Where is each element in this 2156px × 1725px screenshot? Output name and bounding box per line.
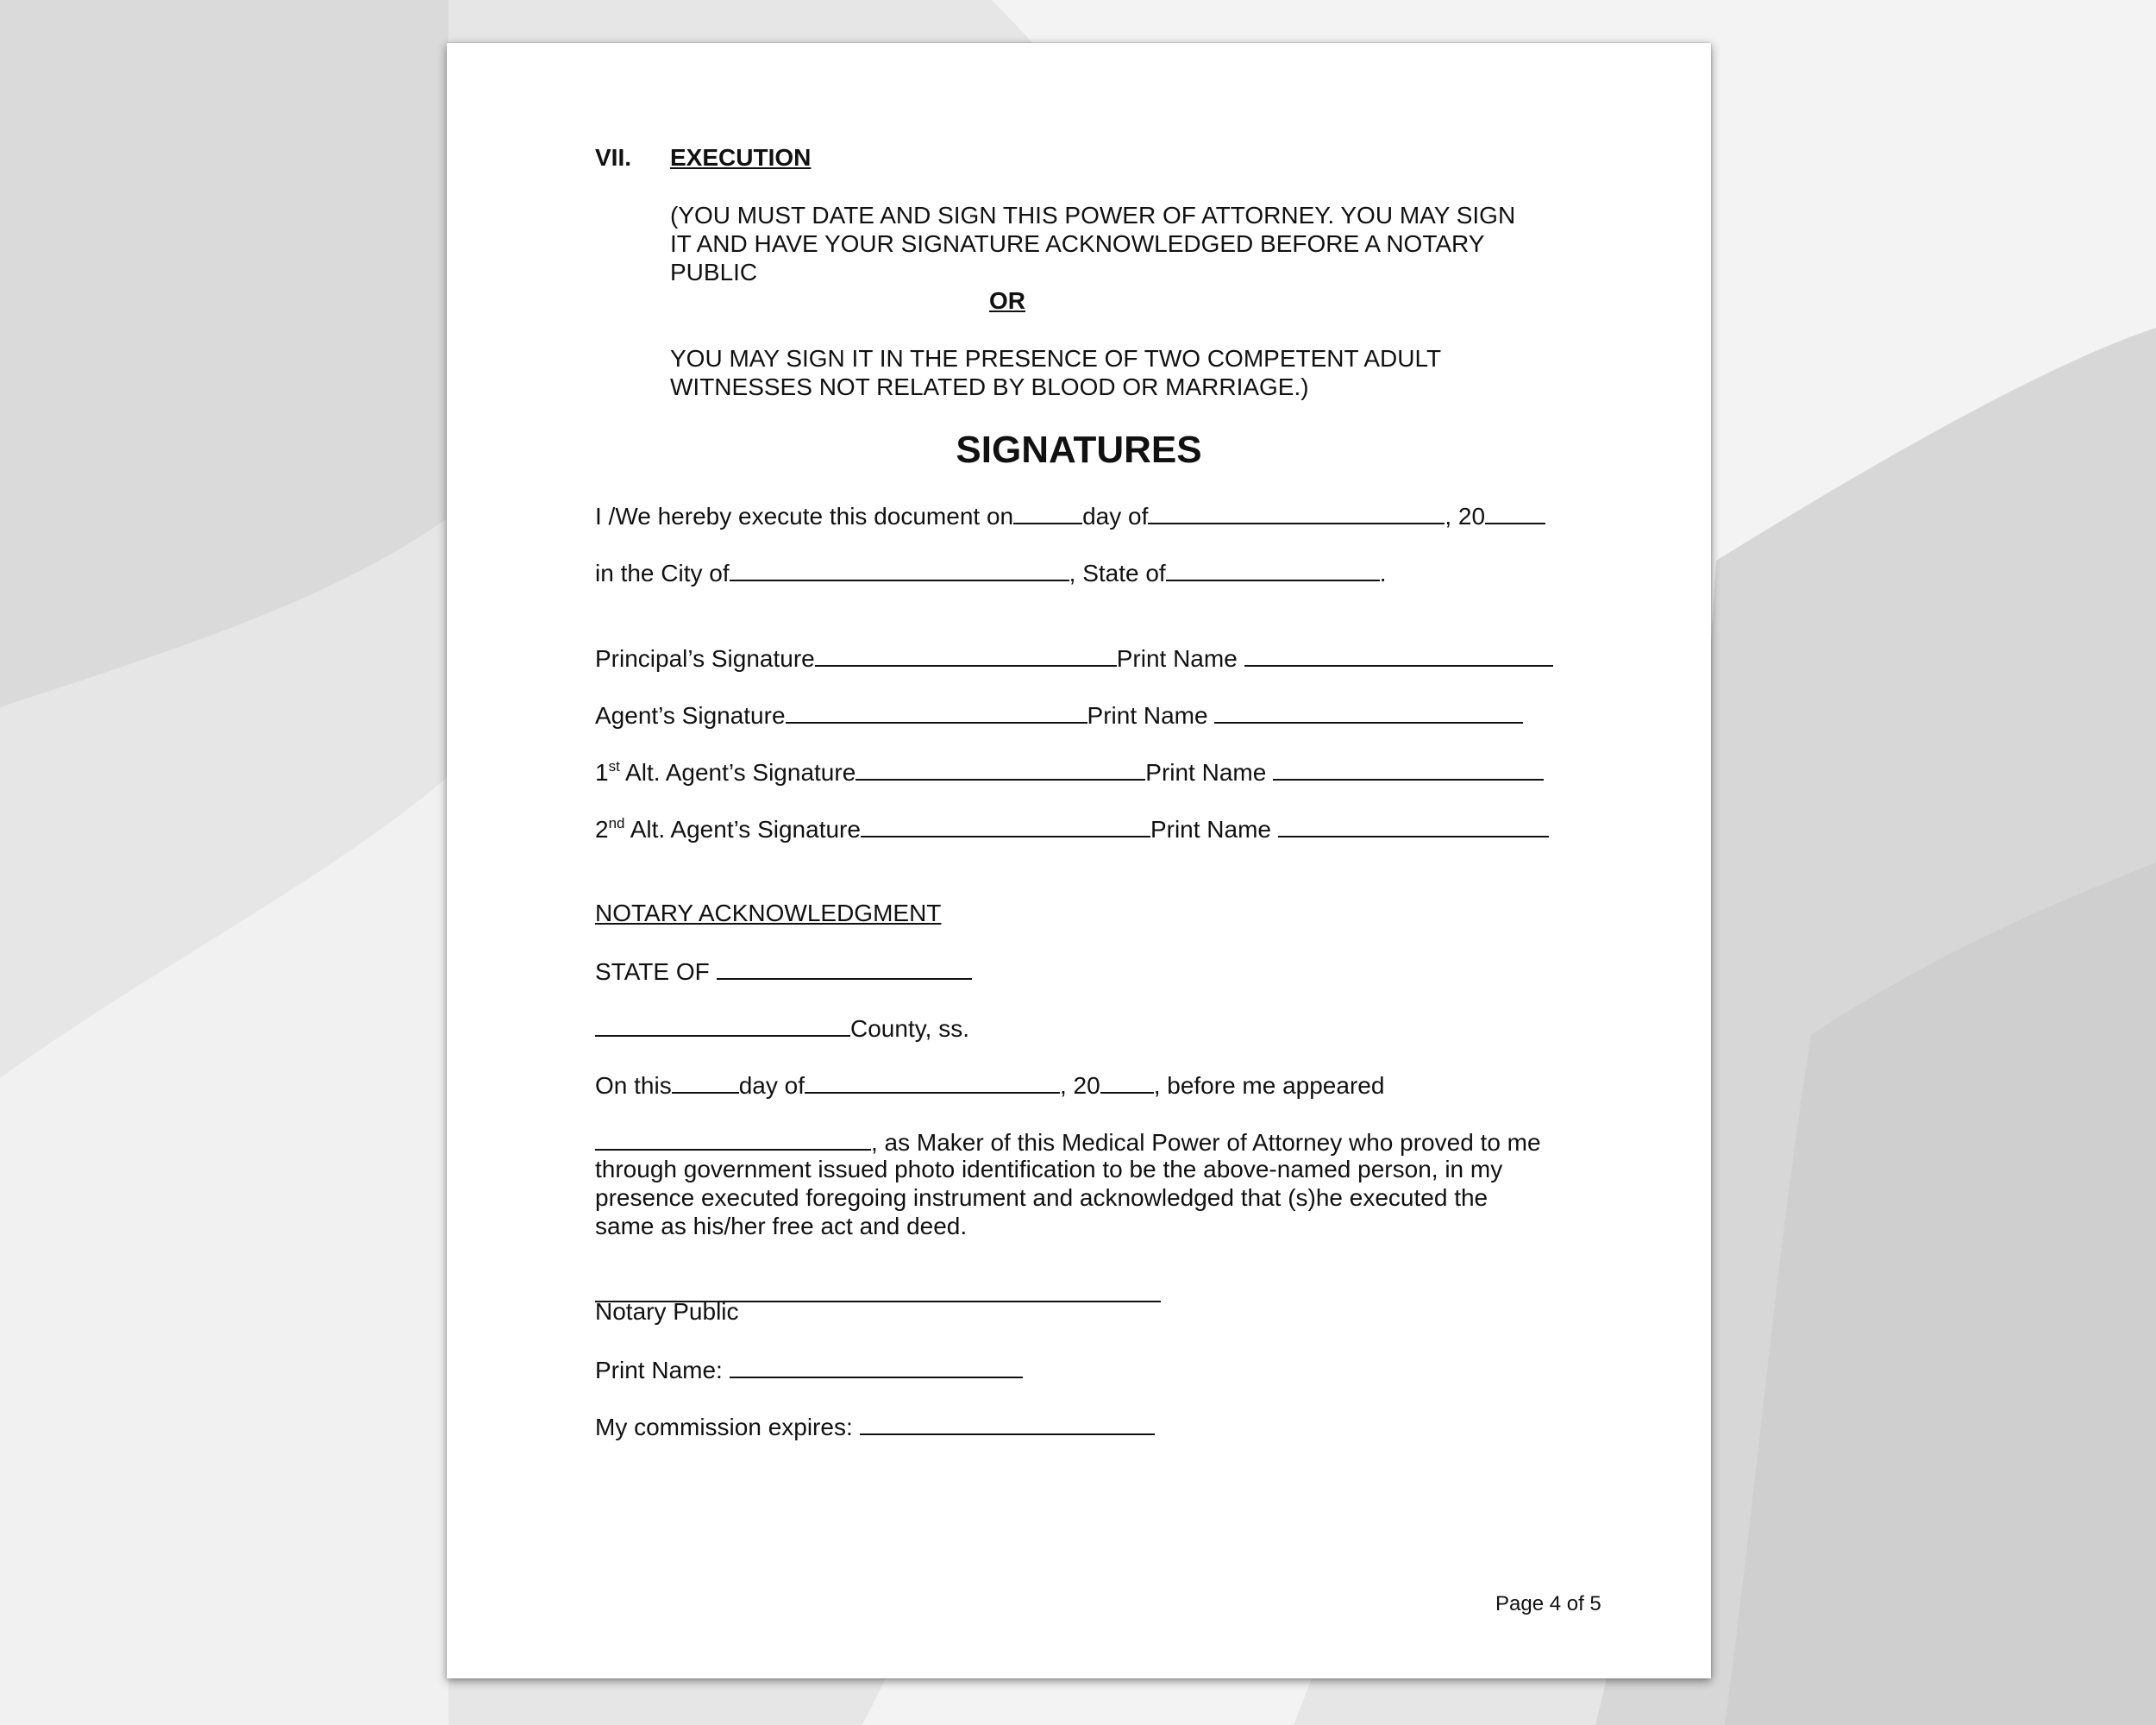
commission-line <box>595 1411 1155 1441</box>
notary-year-blank[interactable] <box>1100 1070 1154 1094</box>
commission-blank[interactable] <box>860 1411 1155 1435</box>
notary-print-name-label: Print Name: <box>595 1357 723 1383</box>
agent-signature-line <box>595 699 1523 730</box>
print-name-label: Print Name <box>1087 702 1208 729</box>
witness-line: YOU MAY SIGN IT IN THE PRESENCE OF TWO COMPETENT ADULT <box>670 345 1442 372</box>
execute-text: I /We hereby execute this document on <box>595 503 1014 530</box>
state-blank[interactable] <box>1166 557 1380 581</box>
state-of-label: STATE OF <box>595 958 710 985</box>
notary-date-line <box>595 1070 1384 1100</box>
alt2-ordinal: 2 <box>595 816 609 843</box>
alt2-signature-blank[interactable] <box>861 813 1150 837</box>
instruction-line: PUBLIC <box>670 259 758 285</box>
alt2-suffix: nd <box>608 815 625 831</box>
alt2-print-name-blank[interactable] <box>1278 813 1549 837</box>
alt1-signature-blank[interactable] <box>856 756 1145 781</box>
maker-text: , as Maker of this Medical Power of Attorney who proved to me <box>871 1129 1541 1156</box>
notary-body-line: same as his/her free act and deed. <box>595 1213 968 1239</box>
section-title: EXECUTION <box>670 144 812 171</box>
location-line <box>595 557 1387 587</box>
county-blank[interactable] <box>595 1013 850 1037</box>
instruction-line: (YOU MUST DATE AND SIGN THIS POWER OF ATTORNEY. YOU MAY SIGN <box>670 202 1516 229</box>
principal-signature-blank[interactable] <box>815 643 1117 667</box>
notary-print-name-line <box>595 1354 1023 1384</box>
year-prefix: , 20 <box>1445 503 1486 530</box>
notary-heading: NOTARY ACKNOWLEDGMENT <box>595 900 942 926</box>
period: . <box>1379 560 1387 586</box>
alt1-suffix: st <box>608 758 620 775</box>
notary-county-line <box>595 1013 969 1043</box>
alt1-agent-signature-line <box>595 756 1544 787</box>
alt2-agent-signature-line <box>595 813 1549 844</box>
print-name-label: Print Name <box>1145 759 1267 786</box>
print-name-label: Print Name <box>1116 645 1238 672</box>
notary-state-blank[interactable] <box>717 956 972 980</box>
principal-label: Principal’s Signature <box>595 645 815 672</box>
notary-body-line: presence executed foregoing instrument and acknowledged that (s)he executed the <box>595 1184 1489 1211</box>
agent-label: Agent’s Signature <box>595 702 786 729</box>
alt-agent-label: Alt. Agent’s Signature <box>624 816 861 843</box>
print-name-label: Print Name <box>1150 816 1271 843</box>
notary-state-line <box>595 956 972 986</box>
agent-print-name-blank[interactable] <box>1214 699 1523 724</box>
month-blank[interactable] <box>1148 500 1445 524</box>
page-number: Page 4 of 5 <box>1495 1592 1601 1615</box>
year-blank[interactable] <box>1485 500 1545 524</box>
instruction-line: IT AND HAVE YOUR SIGNATURE ACKNOWLEDGED BEFORE A NOTARY <box>670 230 1485 257</box>
notary-day-blank[interactable] <box>672 1070 739 1094</box>
day-of-text: day of <box>1082 503 1149 530</box>
or-divider: OR <box>989 287 1025 314</box>
section-number: VII. <box>595 144 632 171</box>
principal-print-name-blank[interactable] <box>1244 643 1553 667</box>
execution-date-line <box>595 500 1545 530</box>
maker-line <box>595 1126 1541 1157</box>
on-this-label: On this <box>595 1072 672 1099</box>
state-label: , State of <box>1069 560 1166 586</box>
notary-day-of-label: day of <box>738 1072 805 1099</box>
agent-signature-blank[interactable] <box>786 699 1087 724</box>
notary-print-name-blank[interactable] <box>730 1354 1023 1378</box>
city-blank[interactable] <box>730 557 1069 581</box>
witness-line: WITNESSES NOT RELATED BY BLOOD OR MARRIAGE.) <box>670 373 1309 400</box>
before-me-text: , before me appeared <box>1153 1072 1385 1099</box>
commission-label: My commission expires: <box>595 1414 853 1440</box>
alt-agent-label: Alt. Agent’s Signature <box>619 759 856 786</box>
signatures-title: SIGNATURES <box>956 429 1202 471</box>
county-label: County, ss. <box>850 1015 969 1042</box>
day-blank[interactable] <box>1013 500 1082 524</box>
notary-month-blank[interactable] <box>805 1070 1060 1094</box>
notary-public-label: Notary Public <box>595 1298 739 1325</box>
principal-signature-line <box>595 643 1553 673</box>
notary-year-prefix: , 20 <box>1059 1072 1100 1099</box>
notary-body-line: through government issued photo identification to be the above-named person, in my <box>595 1156 1503 1182</box>
maker-name-blank[interactable] <box>595 1126 871 1151</box>
alt1-ordinal: 1 <box>595 759 609 786</box>
document-page <box>447 43 1711 1678</box>
city-label: in the City of <box>595 560 730 586</box>
alt1-print-name-blank[interactable] <box>1273 756 1544 781</box>
